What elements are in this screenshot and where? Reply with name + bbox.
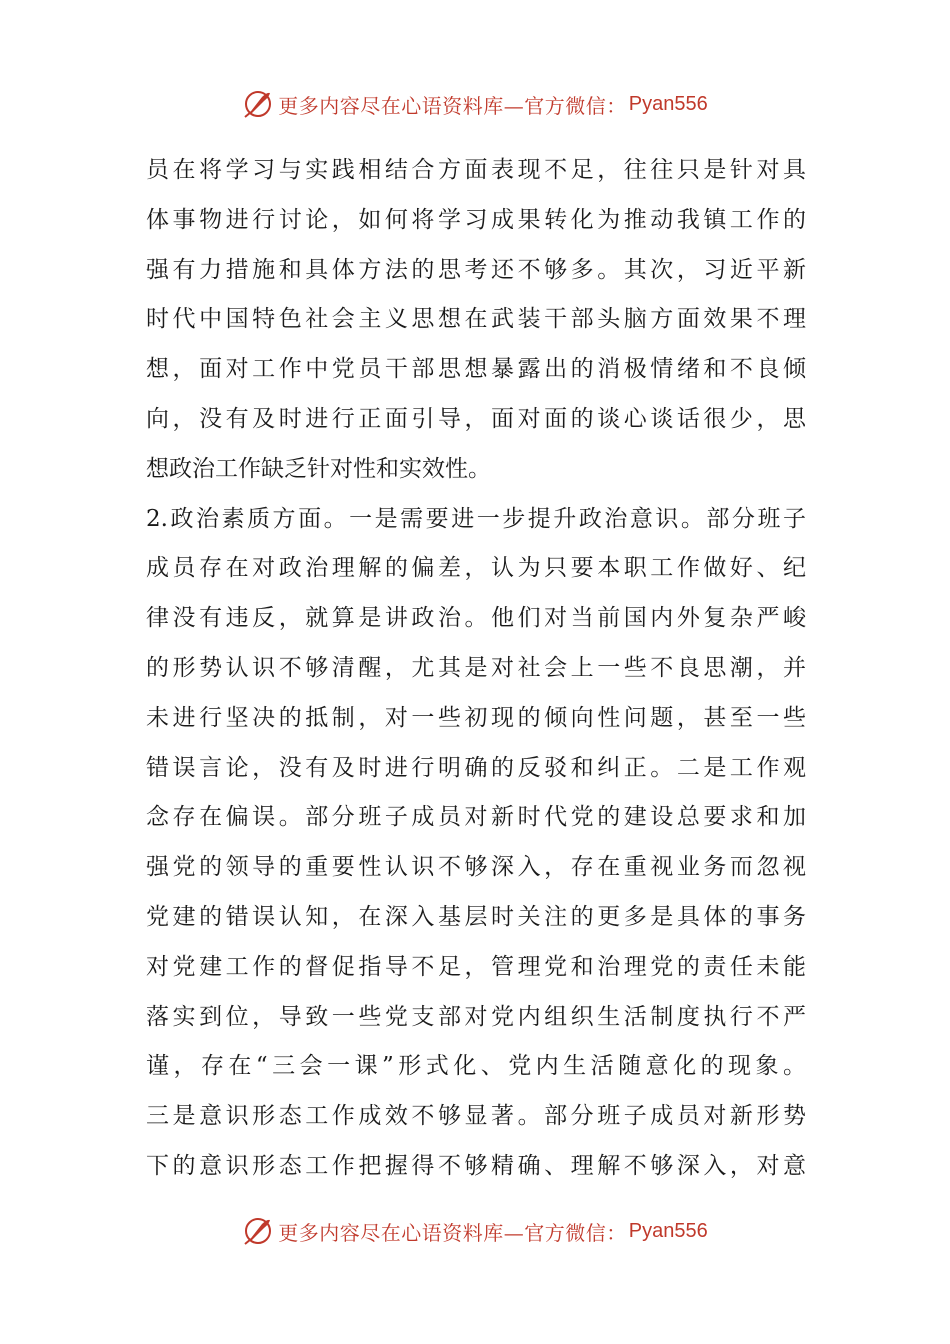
banner-slogan: 更多内容尽在心语资料库—官方微信：	[278, 1220, 627, 1245]
text-line: 念存在偏误。部分班子成员对新时代党的建设总要求和加	[146, 804, 806, 831]
text-line: 落实到位，导致一些党支部对党内组织生活制度执行不严	[146, 1003, 806, 1030]
text-line: 2.政治素质方面。一是需要进一步提升政治意识。部分班子	[146, 505, 806, 532]
document-body	[146, 146, 806, 1192]
banner-slogan: 更多内容尽在心语资料库—官方微信：	[278, 93, 627, 118]
text-line: 三是意识形态工作成效不够显著。部分班子成员对新形势	[146, 1103, 806, 1130]
text-line: 未进行坚决的抵制，对一些初现的倾向性问题，甚至一些	[146, 704, 806, 731]
text-line: 想，面对工作中党员干部思想暴露出的消极情绪和不良倾	[146, 356, 806, 383]
text-line: 想政治工作缺乏针对性和实效性。	[146, 455, 491, 482]
quill-logo-icon	[242, 1215, 274, 1247]
text-line: 员在将学习与实践相结合方面表现不足，往往只是针对具	[146, 157, 806, 183]
text-line: 对党建工作的督促指导不足，管理党和治理党的责任未能	[146, 953, 806, 980]
banner-wechat-handle: Pyan556	[628, 1219, 708, 1242]
text-line: 的形势认识不够清醒，尤其是对社会上一些不良思潮，并	[146, 654, 806, 681]
text-line: 强党的领导的重要性认识不够深入，存在重视业务而忽视	[146, 854, 806, 881]
text-line: 强有力措施和具体方法的思考还不够多。其次，习近平新	[146, 256, 806, 283]
footer-banner	[0, 1209, 950, 1253]
text-line: 谨，存在“三会一课”形式化、党内生活随意化的现象。	[146, 1053, 806, 1080]
text-line: 向，没有及时进行正面引导，面对面的谈心谈话很少，思	[146, 405, 806, 432]
text-line: 体事物进行讨论，如何将学习成果转化为推动我镇工作的	[146, 206, 806, 233]
text-line: 时代中国特色社会主义思想在武装干部头脑方面效果不理	[146, 306, 806, 333]
banner-wechat-handle: Pyan556	[628, 92, 708, 115]
text-line: 律没有违反，就算是讲政治。他们对当前国内外复杂严峻	[146, 605, 806, 632]
text-line: 党建的错误认知，在深入基层时关注的更多是具体的事务	[146, 903, 806, 930]
text-line: 下的意识形态工作把握得不够精确、理解不够深入，对意	[146, 1152, 806, 1179]
quill-logo-icon	[242, 88, 274, 120]
text-line: 错误言论，没有及时进行明确的反驳和纠正。二是工作观	[146, 754, 806, 781]
text-line: 成员存在对政治理解的偏差，认为只要本职工作做好、纪	[146, 555, 806, 582]
header-banner	[0, 82, 950, 126]
